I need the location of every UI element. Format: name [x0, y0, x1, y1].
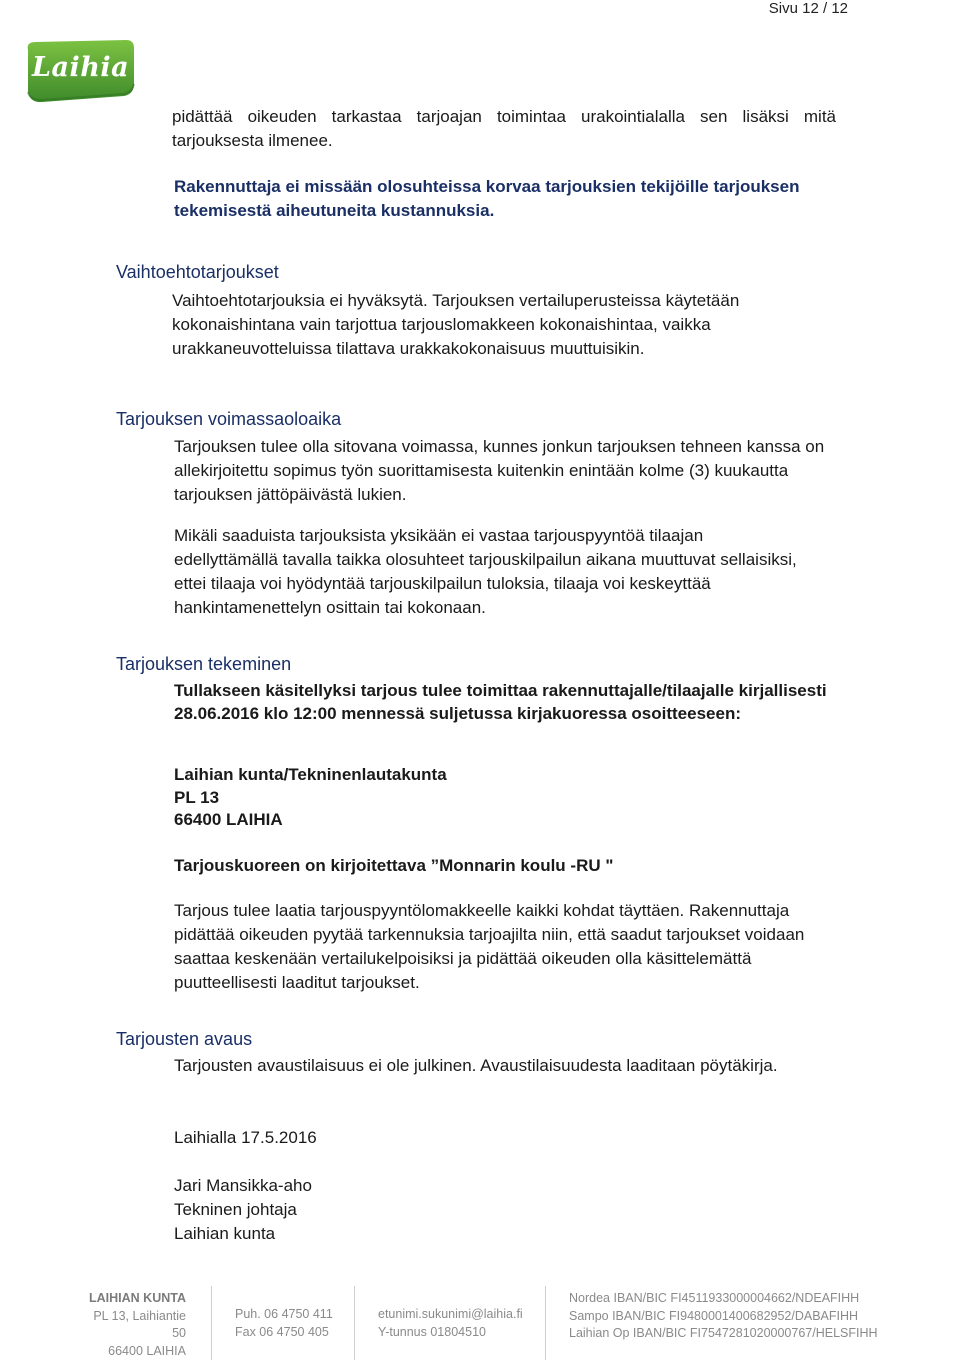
footer-bank-line: Sampo IBAN/BIC FI9480001400682952/DABAFIHH — [569, 1308, 859, 1323]
footer-fax-number: Fax 06 4750 405 — [235, 1324, 329, 1339]
footer-email[interactable]: etunimi.sukunimi@laihia.fi — [378, 1307, 523, 1321]
alternatives-body: Vaihtoehtotarjouksia ei hyväksytä. Tarjouksen vertailuperusteissa käytetään kokonaishintana vain tarjottua tarjouslomakkeen kokonaishintaa, vaikka urakkaneuvotteluissa tilattava urakkakokonaisuus muuttuisikin. — [172, 291, 740, 358]
signature-block — [174, 1174, 312, 1246]
validity-body: Tarjouksen tulee olla sitovana voimassa, kunnes jonkun tarjouksen tehneen kanssa on allekirjoitettu sopimus työn suorittamisesta kuitenkin enintään kolme (3) kuukautta tarjouksen jättöpäivästä lukien. — [174, 437, 825, 504]
footer-org-name: LAIHIAN KUNTA — [89, 1291, 186, 1305]
signer-org: Laihian kunta — [174, 1224, 276, 1243]
footer-contact — [378, 1306, 523, 1341]
logo-text: Laihia — [32, 52, 130, 83]
signer-title: Tekninen johtaja — [174, 1200, 297, 1219]
intro-paragraph: pidättää oikeuden tarkastaa tarjoajan toimintaa urakointialalla sen lisäksi mitä tarjouksesta ilmenee. — [172, 107, 836, 150]
page-footer — [0, 1284, 960, 1362]
footer-address-line: 66400 LAIHIA — [108, 1343, 186, 1358]
no-compensation-note: Rakennuttaja ei missään olosuhteissa korvaa tarjouksien tekijöille tarjouksen tekemisestä aiheutuneita kustannuksia. — [174, 177, 800, 220]
footer-bank-line: Laihian Op IBAN/BIC FI7547281020000767/HELSFIHH — [569, 1326, 878, 1340]
footer-business-id: Y-tunnus 01804510 — [378, 1324, 486, 1339]
submission-body: Tarjous tulee laatia tarjouspyyntölomakkeelle kaikki kohdat täyttäen. Rakennuttaja pidättää oikeuden pyytää tarkennuksia tarjoajilta niin, että saadut tarjoukset voidaan saattaa keskenään vertailukelpoisiksi ja pidättää oikeuden olla käsittelemättä puutteellisesti laaditut tarjoukset. — [174, 901, 805, 992]
footer-divider — [354, 1286, 355, 1360]
submission-address — [174, 764, 447, 832]
envelope-note: Tarjouskuoreen on kirjoitettava ”Monnarin koulu -RU " — [174, 856, 614, 875]
section-heading-validity: Tarjouksen voimassaoloaika — [116, 409, 342, 429]
section-heading-alternatives: Vaihtoehtotarjoukset — [116, 262, 279, 282]
footer-phone — [235, 1306, 333, 1341]
laihia-logo — [22, 40, 136, 102]
opening-body: Tarjousten avaustilaisuus ei ole julkinen. Avaustilaisuudesta laaditaan pöytäkirja. — [174, 1056, 778, 1075]
footer-phone-number: Puh. 06 4750 411 — [235, 1307, 333, 1321]
place-date: Laihialla 17.5.2016 — [174, 1128, 317, 1147]
footer-bank-line: Nordea IBAN/BIC FI4511933000004662/NDEAFIHH — [569, 1291, 860, 1305]
footer-divider — [545, 1286, 546, 1360]
section-heading-submission: Tarjouksen tekeminen — [116, 654, 292, 674]
address-line: 66400 LAIHIA — [174, 810, 283, 829]
footer-divider — [211, 1286, 212, 1360]
address-line: PL 13 — [174, 787, 220, 807]
signer-name: Jari Mansikka-aho — [174, 1176, 312, 1195]
page-number: Sivu 12 / 12 — [768, 0, 848, 17]
footer-address-line: PL 13, Laihiantie 50 — [93, 1308, 186, 1340]
section-heading-opening: Tarjousten avaus — [116, 1029, 253, 1049]
footer-bank-details — [569, 1290, 878, 1343]
footer-address — [78, 1290, 186, 1360]
submission-instruction: Tullakseen käsitellyksi tarjous tulee toimittaa rakennuttajalle/tilaajalle kirjallisesti 28.06.2016 klo 12:00 mennessä suljetussa kirjakuoressa osoitteeseen: — [174, 681, 827, 723]
address-line: Laihian kunta/Tekninenlautakunta — [174, 765, 447, 784]
validity-cancellation-body: Mikäli saaduista tarjouksista yksikään ei vastaa tarjouspyyntöä tilaajan edellyttämällä tavalla taikka olosuhteet tarjouskilpailun aikana muuttuvat sellaisiksi, ettei tilaaja voi hyödyntää tarjouskilpailun tuloksia, tilaaja voi keskeyttää hankintamenettelyn osittain tai kokonaan. — [174, 526, 797, 617]
